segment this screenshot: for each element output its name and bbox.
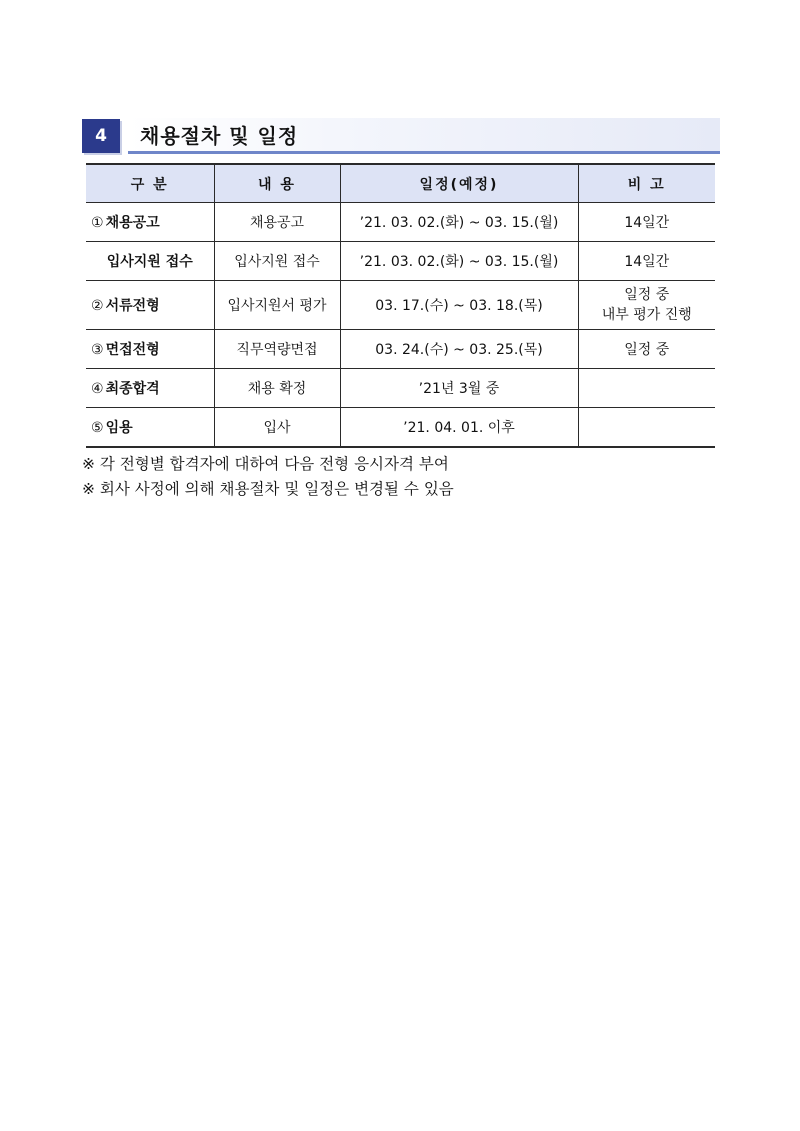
schedule-cell: ’21. 03. 02.(화) ~ 03. 15.(월) bbox=[340, 242, 578, 281]
schedule-cell: ’21. 03. 02.(화) ~ 03. 15.(월) bbox=[340, 203, 578, 242]
content-cell: 채용공고 bbox=[214, 203, 340, 242]
remarks-line: 일정 중 bbox=[624, 287, 670, 303]
header-remarks: 비 고 bbox=[578, 164, 715, 203]
table-row bbox=[86, 203, 715, 242]
step-number: ④ bbox=[91, 381, 104, 397]
remarks-cell: 14일간 bbox=[578, 203, 715, 242]
step-name: 임용 bbox=[105, 420, 133, 436]
table-row bbox=[86, 408, 715, 448]
content-cell: 입사 bbox=[214, 408, 340, 448]
step-number: ⑤ bbox=[91, 420, 104, 436]
schedule-cell: 03. 24.(수) ~ 03. 25.(목) bbox=[340, 330, 578, 369]
step-name: 입사지원 접수 bbox=[106, 254, 193, 270]
table-row bbox=[86, 242, 715, 281]
step-number: ② bbox=[91, 298, 104, 314]
table-row bbox=[86, 330, 715, 369]
step-name: 서류전형 bbox=[105, 298, 160, 314]
schedule-cell: 03. 17.(수) ~ 03. 18.(목) bbox=[340, 281, 578, 330]
step-name: 최종합격 bbox=[105, 381, 160, 397]
header-content: 내 용 bbox=[214, 164, 340, 203]
footnotes bbox=[82, 452, 454, 502]
section-title: 채용절차 및 일정 bbox=[140, 124, 299, 148]
section-title-underline bbox=[128, 151, 720, 154]
footnote: ※ 각 전형별 합격자에 대하여 다음 전형 응시자격 부여 bbox=[82, 455, 449, 473]
remarks-cell: 14일간 bbox=[578, 242, 715, 281]
schedule-cell: ’21년 3월 중 bbox=[340, 369, 578, 408]
step-number: ③ bbox=[91, 342, 104, 358]
step-cell bbox=[86, 369, 214, 408]
footnote: ※ 회사 사정에 의해 채용절차 및 일정은 변경될 수 있음 bbox=[82, 480, 454, 498]
step-cell bbox=[86, 330, 214, 369]
step-cell bbox=[86, 281, 214, 330]
step-cell bbox=[86, 203, 214, 242]
step-number: ① bbox=[91, 215, 104, 231]
schedule-cell: ’21. 04. 01. 이후 bbox=[340, 408, 578, 448]
step-name: 면접전형 bbox=[105, 342, 160, 358]
section-header bbox=[82, 118, 720, 154]
table-header-row bbox=[86, 164, 715, 203]
remarks-cell bbox=[578, 408, 715, 448]
remarks-cell bbox=[578, 281, 715, 330]
remarks-line: 내부 평가 진행 bbox=[601, 307, 692, 323]
step-cell bbox=[86, 242, 214, 281]
content-cell: 입사지원 접수 bbox=[214, 242, 340, 281]
header-schedule: 일정(예정) bbox=[340, 164, 578, 203]
table-row bbox=[86, 369, 715, 408]
step-name: 채용공고 bbox=[105, 215, 160, 231]
recruitment-schedule-table bbox=[86, 163, 715, 448]
table-row bbox=[86, 281, 715, 330]
header-category: 구 분 bbox=[86, 164, 214, 203]
content-cell: 채용 확정 bbox=[214, 369, 340, 408]
content-cell: 직무역량면접 bbox=[214, 330, 340, 369]
step-cell bbox=[86, 408, 214, 448]
remarks-cell bbox=[578, 369, 715, 408]
section-number-badge: 4 bbox=[82, 119, 120, 153]
content-cell: 입사지원서 평가 bbox=[214, 281, 340, 330]
remarks-cell: 일정 중 bbox=[578, 330, 715, 369]
